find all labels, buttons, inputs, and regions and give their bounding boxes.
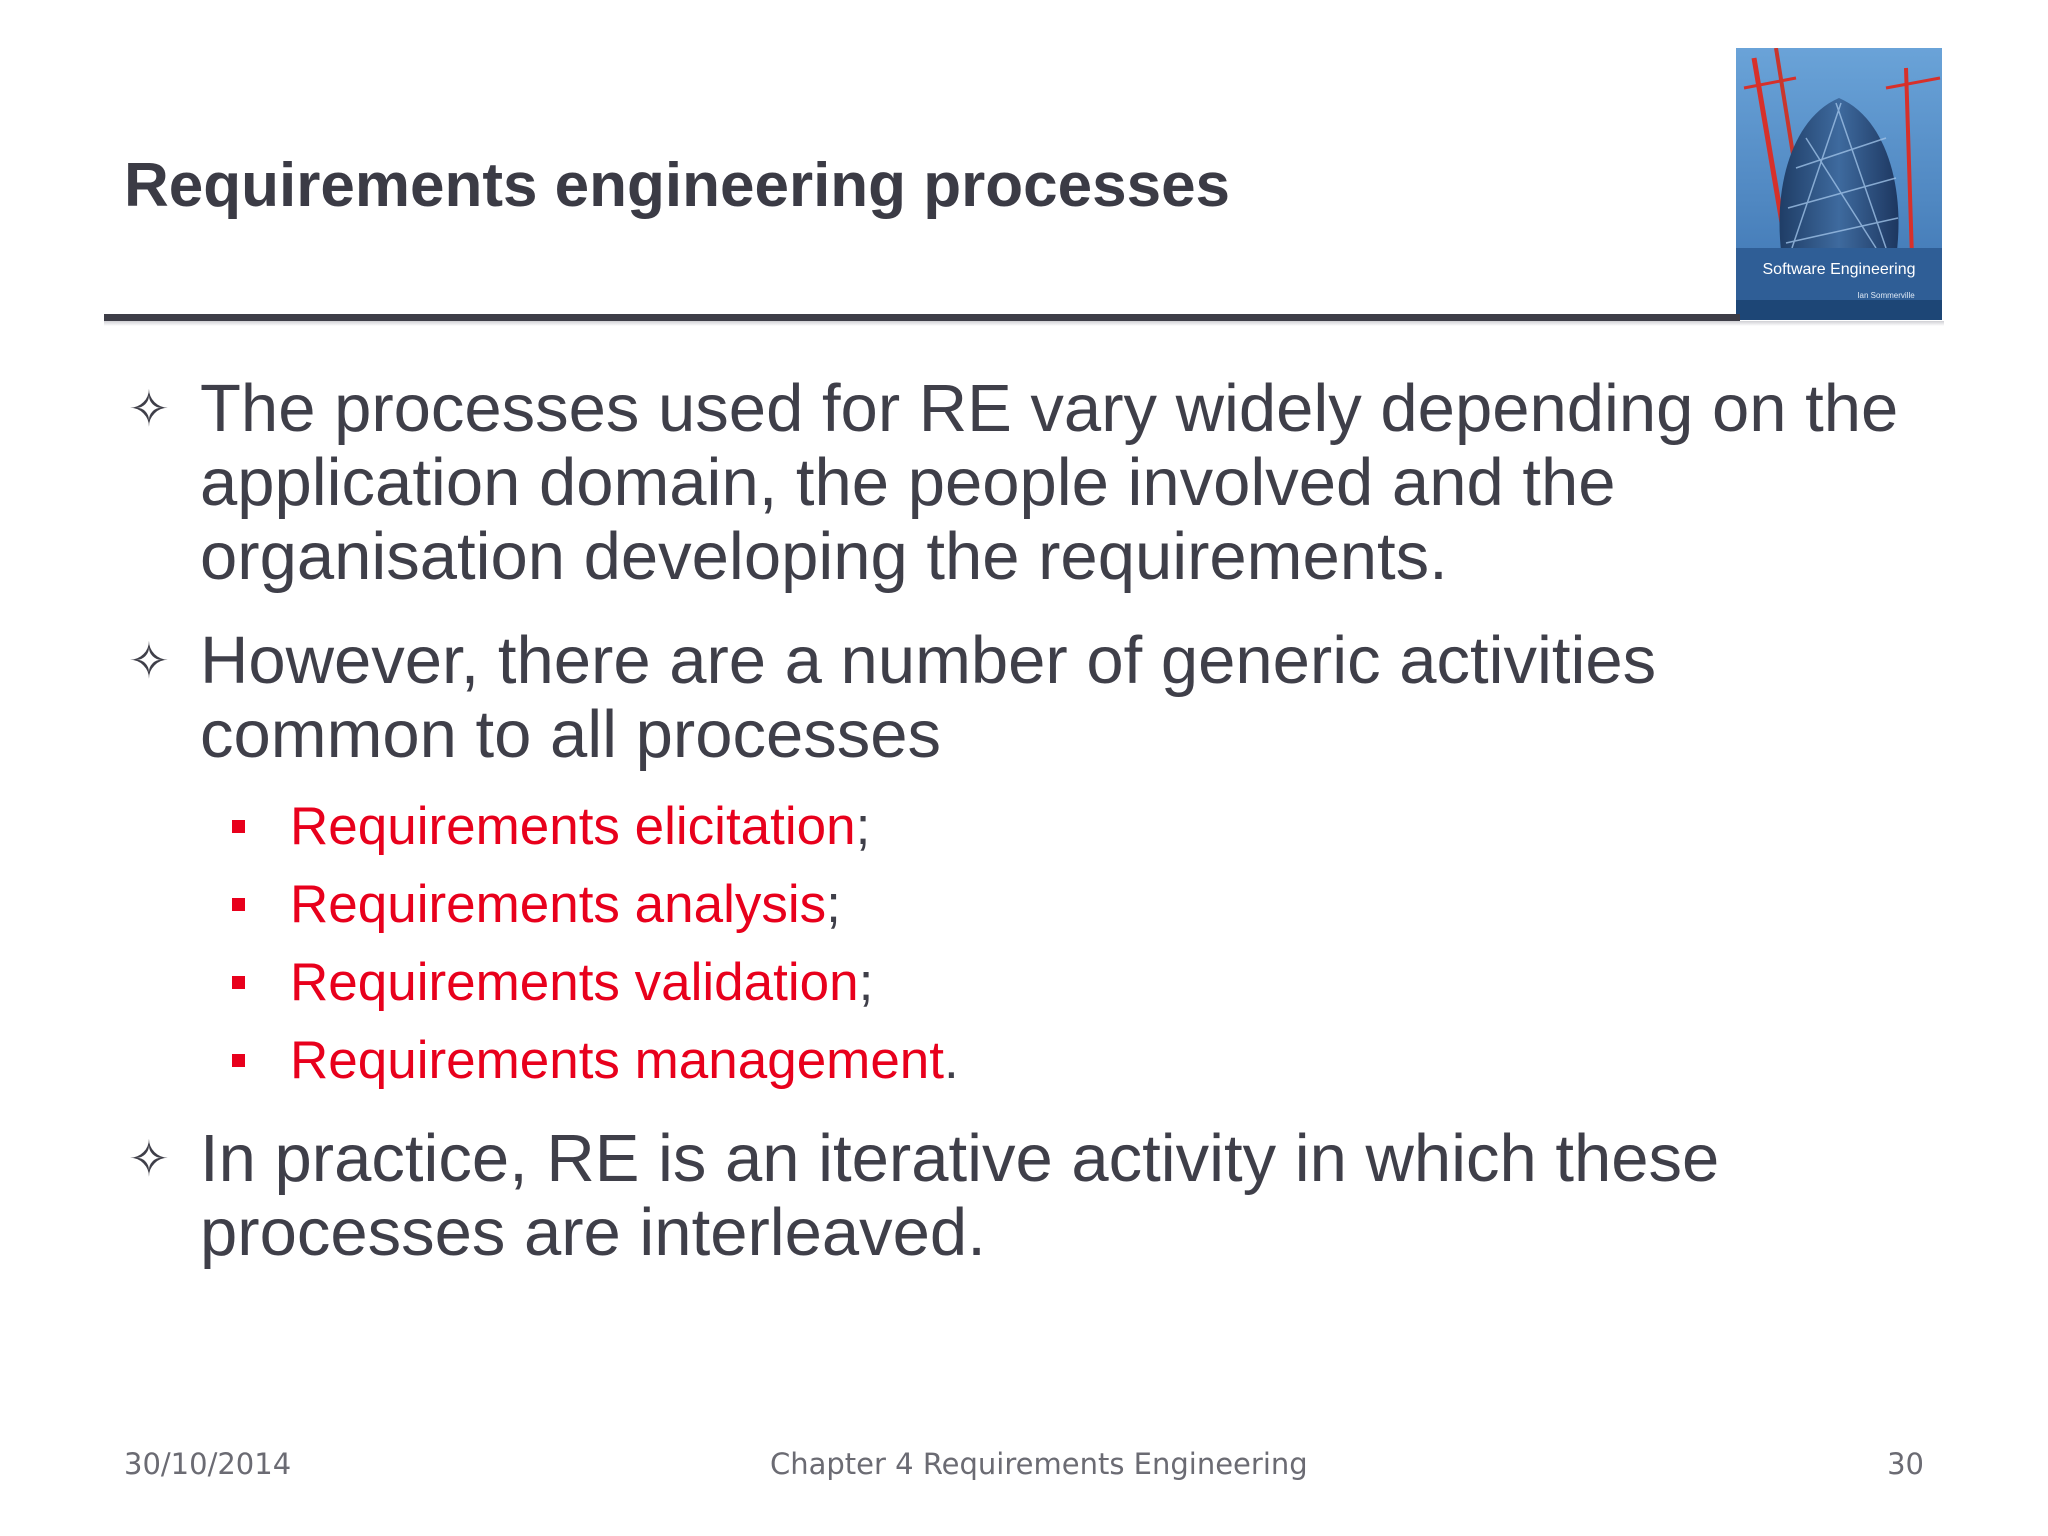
sub-bullet-item: [228, 1022, 1904, 1100]
bullet-text: In practice, RE is an iterative activity in which these processes are interleaved.: [200, 1121, 1720, 1270]
bullet-text: However, there are a number of generic activities common to all processes: [200, 623, 1657, 772]
square-bullet-icon: [232, 898, 245, 911]
bullet-item: [124, 1122, 1904, 1270]
bullet-item: [124, 372, 1904, 594]
bullet-text: The processes used for RE vary widely depending on the application domain, the people involved and the organisation developing the requirements.: [200, 371, 1899, 594]
sub-bullet-punct: .: [944, 1031, 959, 1090]
sub-bullet-item: [228, 788, 1904, 866]
sub-bullet-text: Requirements management: [290, 1031, 945, 1090]
bullet-item: [124, 624, 1904, 772]
star-bullet-icon: ✧: [128, 380, 170, 438]
footer-page-number: 30: [1887, 1447, 1924, 1481]
sub-bullet-item: [228, 944, 1904, 1022]
square-bullet-icon: [232, 1054, 245, 1067]
star-bullet-icon: ✧: [128, 1130, 170, 1188]
sub-bullet-punct: ;: [855, 797, 871, 856]
book-cover-image: [1736, 48, 1942, 320]
footer-chapter: Chapter 4 Requirements Engineering: [770, 1447, 1308, 1481]
square-bullet-icon: [232, 820, 245, 833]
cover-author: Ian Sommerville: [1857, 291, 1915, 300]
sub-bullet-list: [124, 788, 1904, 1100]
sub-bullet-text: Requirements elicitation: [290, 797, 856, 856]
title-divider-shadow: [104, 321, 1944, 326]
sub-bullet-text: Requirements analysis: [290, 875, 827, 934]
footer-date: 30/10/2014: [124, 1447, 292, 1481]
slide-title: Requirements engineering processes: [124, 151, 1231, 220]
cover-title: Software Engineering: [1762, 261, 1916, 278]
sub-bullet-punct: ;: [858, 953, 874, 1012]
sub-bullet-punct: ;: [826, 875, 841, 934]
sub-bullet-item: [228, 866, 1904, 944]
square-bullet-icon: [232, 976, 245, 989]
slide-body: [124, 372, 1904, 1300]
title-divider: [104, 314, 1740, 321]
star-bullet-icon: ✧: [128, 632, 170, 690]
sub-bullet-text: Requirements validation: [290, 953, 859, 1012]
